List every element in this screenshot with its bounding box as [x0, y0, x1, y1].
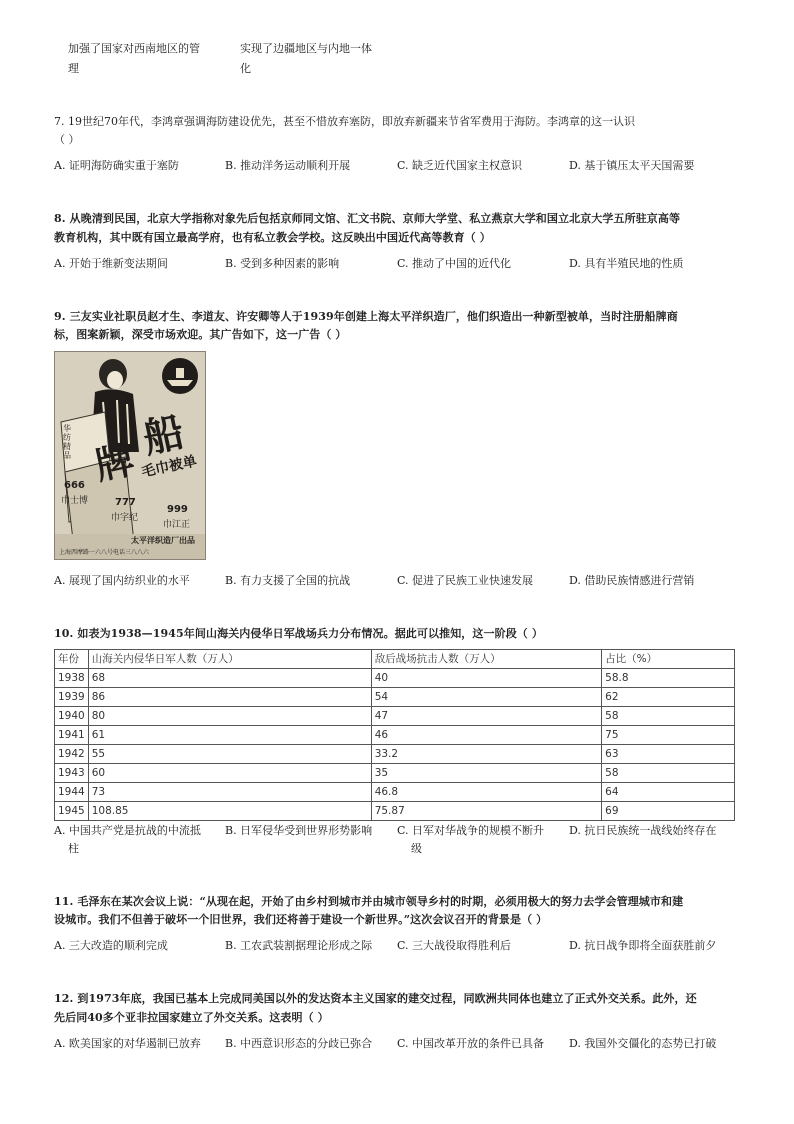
- table-cell: 86: [88, 688, 371, 707]
- table-cell: 1938: [55, 669, 89, 688]
- q10-option-d[interactable]: D. 抗日民族统一战线始终存在: [569, 824, 717, 837]
- table-cell: 73: [88, 783, 371, 802]
- woman-face-shape: [107, 371, 123, 389]
- q12-stem-line1: 12. 到1973年底，我国已基本上完成同美国以外的发达资本主义国家的建交过程，同欧洲共同体也建立了正式外交关系。此外，还: [54, 992, 697, 1005]
- advertisement-image: [54, 351, 206, 560]
- poster-number-3: 999: [167, 504, 188, 515]
- table-cell: 1941: [55, 726, 89, 745]
- q9-stem-line2: 标，图案新颖，深受市场欢迎。其广告如下，这一广告（ ）: [54, 328, 347, 341]
- table-cell: 1942: [55, 745, 89, 764]
- poster-maker: 太平洋织造厂出品: [131, 536, 195, 545]
- table-cell: 80: [88, 707, 371, 726]
- table-cell: 46: [371, 726, 601, 745]
- q10-option-b[interactable]: B. 日军侵华受到世界形势影响: [225, 824, 373, 837]
- table-cell: 54: [371, 688, 601, 707]
- table-cell: 62: [602, 688, 735, 707]
- q11-stem-line2: 设城市。我们不但善于破坏一个旧世界，我们还将善于建设一个新世界。”这次会议召开的背景是（ ）: [54, 913, 548, 926]
- poster-label-3: 巾江正: [163, 520, 191, 530]
- table-row: [55, 802, 735, 821]
- q7-stem-line1: 7. 19世纪70年代，李鸿章强调海防建设优先，甚至不惜放弃塞防，即放弃新疆来节省军费用于海防。李鸿章的这一认识: [54, 115, 635, 128]
- table-cell: 40: [371, 669, 601, 688]
- table-cell: 55: [88, 745, 371, 764]
- table-row: [55, 669, 735, 688]
- q7-stem-line2: （ ）: [54, 133, 80, 146]
- q11-option-c[interactable]: C. 三大战役取得胜利后: [397, 939, 512, 952]
- prev-option-d-line1: 实现了边疆地区与内地一体: [240, 42, 372, 55]
- prev-option-c-line2: 理: [68, 62, 79, 75]
- q8-option-d[interactable]: D. 具有半殖民地的性质: [569, 257, 684, 270]
- poster-number-1: 666: [64, 480, 85, 491]
- q7-option-c[interactable]: C. 缺乏近代国家主权意识: [397, 159, 523, 172]
- prev-option-d-line2: 化: [240, 62, 251, 75]
- table-cell: 33.2: [371, 745, 601, 764]
- poster-label-2: 巾字纪: [111, 513, 139, 523]
- q7-option-a[interactable]: A. 证明海防确实重于塞防: [54, 159, 179, 172]
- table-cell: 63: [602, 745, 735, 764]
- table-cell: 1944: [55, 783, 89, 802]
- q11-option-d[interactable]: D. 抗日战争即将全面获胜前夕: [569, 939, 717, 952]
- q9-stem-line1: 9. 三友实业社职员赵才生、李道友、许安卿等人于1939年创建上海太平洋织造厂，他们织造出一种新型被单，当时注册船牌商: [54, 310, 678, 323]
- table-row: [55, 764, 735, 783]
- table-row: [55, 726, 735, 745]
- table-cell: 58.8: [602, 669, 735, 688]
- q12-stem-line2: 先后同40多个亚非拉国家建立了外交关系。这表明（ ）: [54, 1011, 329, 1024]
- table-cell: 46.8: [371, 783, 601, 802]
- table-header-row: [55, 650, 735, 669]
- table-cell: 68: [88, 669, 371, 688]
- poster-subtitle: 毛巾被单: [140, 453, 199, 481]
- table-cell: 1945: [55, 802, 89, 821]
- prev-option-c-line1: 加强了国家对西南地区的管: [68, 42, 200, 55]
- q10-option-a-line2[interactable]: 柱: [68, 842, 79, 855]
- table-cell: 108.85: [88, 802, 371, 821]
- table-cell: 75: [602, 726, 735, 745]
- poster-label-1: 巾士博: [61, 496, 89, 506]
- table-cell: 1939: [55, 688, 89, 707]
- table-row: [55, 745, 735, 764]
- q7-option-b[interactable]: B. 推动洋务运动顺利开展: [225, 159, 351, 172]
- q8-stem-line1: 8. 从晚清到民国，北京大学指称对象先后包括京师同文馆、汇文书院、京师大学堂、私立燕京大学和国立北京大学五所驻京高等: [54, 212, 681, 225]
- table-cell: 69: [602, 802, 735, 821]
- q12-option-c[interactable]: C. 中国改革开放的条件已具备: [397, 1037, 545, 1050]
- poster-address: 上海西摩路一六八号电话三八八六: [59, 549, 150, 556]
- table-row: [55, 688, 735, 707]
- q11-option-a[interactable]: A. 三大改造的顺利完成: [54, 939, 168, 952]
- poster-number-2: 777: [115, 497, 136, 508]
- q9-option-c[interactable]: C. 促进了民族工业快速发展: [397, 574, 534, 587]
- q9-option-d[interactable]: D. 借助民族情感进行营销: [569, 574, 695, 587]
- table-cell: 58: [602, 764, 735, 783]
- table-cell: 75.87: [371, 802, 601, 821]
- table-cell: 61: [88, 726, 371, 745]
- q7-option-d[interactable]: D. 基于镇压太平天国需要: [569, 159, 695, 172]
- table-cell: 47: [371, 707, 601, 726]
- q8-option-c[interactable]: C. 推动了中国的近代化: [397, 257, 512, 270]
- q12-option-a[interactable]: A. 欧美国家的对华遏制已放弃: [54, 1037, 201, 1050]
- troop-distribution-table: [54, 649, 735, 821]
- table-header-cell: 占比（%）: [602, 650, 735, 669]
- table-cell: 1943: [55, 764, 89, 783]
- q10-option-a-line1[interactable]: A. 中国共产党是抗战的中流抵: [54, 824, 201, 837]
- q10-option-c-line2[interactable]: 级: [411, 842, 422, 855]
- q11-stem-line1: 11. 毛泽东在某次会议上说：“从现在起，开始了由乡村到城市并由城市领导乡村的时期，必须用极大的努力去学会管理城市和建: [54, 895, 684, 908]
- table-cell: 35: [371, 764, 601, 783]
- table-row: [55, 783, 735, 802]
- q8-option-a[interactable]: A. 开始于维新变法期间: [54, 257, 168, 270]
- table-cell: 60: [88, 764, 371, 783]
- q12-option-b[interactable]: B. 中西意识形态的分歧已弥合: [225, 1037, 373, 1050]
- poster-tag: 华纺精品: [63, 424, 71, 460]
- poster-brand-top: 船: [139, 409, 189, 463]
- table-cell: 1940: [55, 707, 89, 726]
- q8-stem-line2: 教育机构，其中既有国立最高学府，也有私立教会学校。这反映出中国近代高等教育（ ）: [54, 231, 491, 244]
- table-row: [55, 707, 735, 726]
- q12-option-d[interactable]: D. 我国外交僵化的态势已打破: [569, 1037, 717, 1050]
- q9-option-a[interactable]: A. 展现了国内纺织业的水平: [54, 574, 190, 587]
- table-cell: 64: [602, 783, 735, 802]
- table-header-cell: 年份: [55, 650, 89, 669]
- q8-option-b[interactable]: B. 受到多种因素的影响: [225, 257, 340, 270]
- q10-stem: 10. 如表为1938—1945年间山海关内侵华日军战场兵力分布情况。据此可以推知，这一阶段（ ）: [54, 627, 543, 640]
- table-cell: 58: [602, 707, 735, 726]
- table-header-cell: 敌后战场抗击人数（万人）: [371, 650, 601, 669]
- q10-option-c-line1[interactable]: C. 日军对华战争的规模不断升: [397, 824, 545, 837]
- q9-option-b[interactable]: B. 有力支援了全国的抗战: [225, 574, 351, 587]
- poster-brand-bottom: 牌: [91, 437, 138, 489]
- q11-option-b[interactable]: B. 工农武装割据理论形成之际: [225, 939, 373, 952]
- table-header-cell: 山海关内侵华日军人数（万人）: [88, 650, 371, 669]
